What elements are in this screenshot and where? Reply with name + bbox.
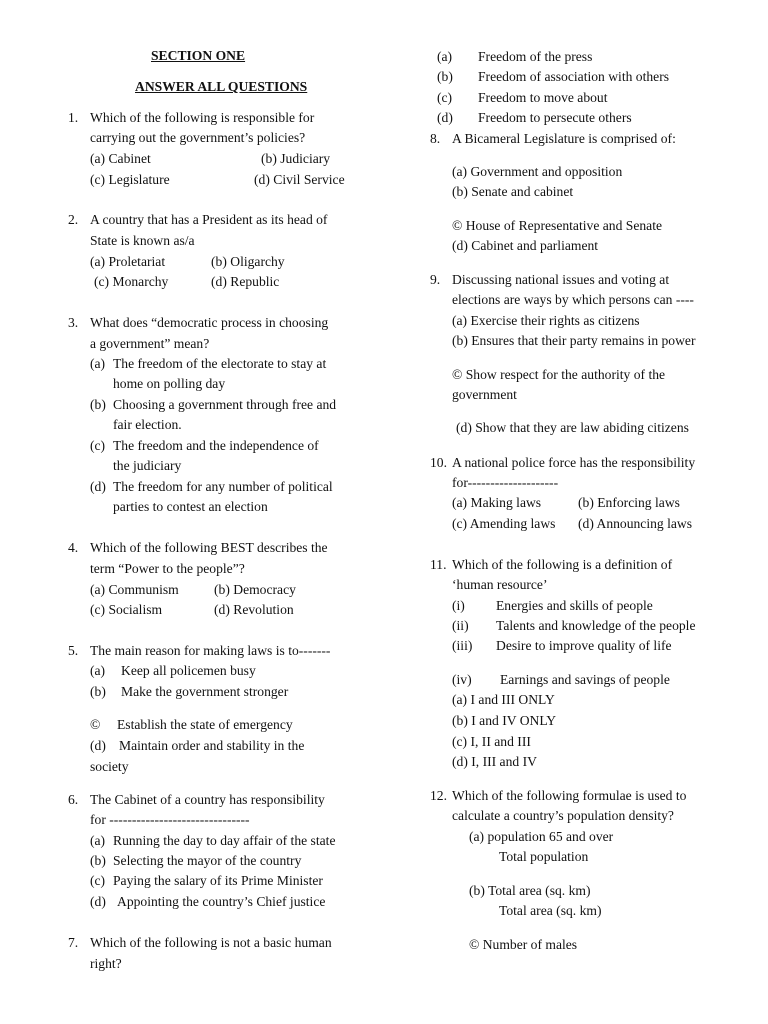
option-c: Establish the state of emergency	[117, 717, 293, 732]
question-number: 9.	[430, 272, 441, 287]
option-label: (b)	[437, 69, 453, 84]
option-label: (c)	[437, 90, 453, 105]
question-number: 8.	[430, 131, 441, 146]
option-a: (a) Communism	[90, 582, 179, 597]
option-c: The freedom and the independence of	[113, 438, 319, 453]
option-c: (c) Monarchy	[94, 274, 169, 289]
option-a-numerator: (a) population 65 and over	[469, 829, 614, 844]
option-d: Maintain order and stability in the	[119, 738, 305, 753]
option-c-cont: the judiciary	[113, 458, 182, 473]
option-b: (b) I and IV ONLY	[452, 713, 557, 728]
option-b: (b) Senate and cabinet	[452, 184, 574, 199]
option-d-cont: society	[90, 759, 129, 774]
option-c-cont: government	[452, 387, 517, 402]
option-d: The freedom for any number of political	[113, 479, 333, 494]
option-c: © House of Representative and Senate	[452, 218, 663, 233]
option-c: (c) Legislature	[90, 172, 170, 187]
option-a: The freedom of the electorate to stay at	[113, 356, 327, 371]
option-a: Running the day to day affair of the state	[113, 833, 336, 848]
option-b: (b) Enforcing laws	[578, 495, 680, 510]
item-label: (iii)	[452, 638, 473, 653]
item-ii: Talents and knowledge of the people	[496, 618, 696, 633]
option-label: (b)	[90, 853, 106, 868]
option-a-denominator: Total population	[499, 849, 589, 864]
option-b: (b) Judiciary	[261, 151, 331, 166]
question-stem: The Cabinet of a country has responsibility	[90, 792, 325, 807]
option-a: (a) Exercise their rights as citizens	[452, 313, 640, 328]
option-label: (c)	[90, 873, 106, 888]
question-stem: Which of the following formulae is used to	[452, 788, 687, 803]
item-label: (ii)	[452, 618, 469, 633]
option-label: (a)	[90, 833, 106, 848]
option-d: (d) I, III and IV	[452, 754, 537, 769]
question-number: 1.	[68, 110, 79, 125]
option-a: (a) Government and opposition	[452, 164, 623, 179]
question-stem: carrying out the government’s policies?	[90, 130, 306, 145]
option-a: (a) Proletariat	[90, 254, 166, 269]
option-b-numerator: (b) Total area (sq. km)	[469, 883, 591, 898]
item-label: (iv)	[452, 672, 472, 687]
question-stem: Which of the following is responsible for	[90, 110, 315, 125]
item-iii: Desire to improve quality of life	[496, 638, 672, 653]
question-stem: for -------------------------------	[90, 812, 250, 827]
option-b: (b) Oligarchy	[211, 254, 285, 269]
question-number: 4.	[68, 540, 79, 555]
option-label: (d)	[90, 894, 106, 909]
option-a-cont: home on polling day	[113, 376, 226, 391]
question-stem: State is known as/a	[90, 233, 195, 248]
option-label: (a)	[90, 663, 106, 678]
item-iv: Earnings and savings of people	[500, 672, 670, 687]
option-label: (b)	[90, 684, 106, 699]
option-b: Selecting the mayor of the country	[113, 853, 302, 868]
question-number: 5.	[68, 643, 79, 658]
option-a: (a) I and III ONLY	[452, 692, 555, 707]
question-stem: ‘human resource’	[452, 577, 548, 592]
question-stem: for--------------------	[452, 475, 559, 490]
option-c: (c) I, II and III	[452, 734, 531, 749]
question-stem: term “Power to the people”?	[90, 561, 245, 576]
option-label: (b)	[90, 397, 106, 412]
option-label: (d)	[90, 479, 106, 494]
item-i: Energies and skills of people	[496, 598, 653, 613]
option-d: (d) Show that they are law abiding citizens	[456, 420, 689, 435]
question-stem: Discussing national issues and voting at	[452, 272, 670, 287]
option-a: Freedom of the press	[478, 49, 593, 64]
question-number: 6.	[68, 792, 79, 807]
option-b: Freedom of association with others	[478, 69, 670, 84]
option-label: ©	[90, 717, 101, 732]
question-stem: Which of the following BEST describes the	[90, 540, 328, 555]
question-number: 11.	[430, 557, 447, 572]
option-label: (a)	[437, 49, 453, 64]
question-stem: Which of the following is a definition of	[452, 557, 673, 572]
option-b-cont: fair election.	[113, 417, 182, 432]
option-a: (a) Cabinet	[90, 151, 151, 166]
question-stem: A national police force has the responsibility	[452, 455, 696, 470]
option-label: (c)	[90, 438, 106, 453]
question-stem: A country that has a President as its head of	[90, 212, 328, 227]
option-d: (d) Cabinet and parliament	[452, 238, 599, 253]
question-stem: calculate a country’s population density?	[452, 808, 674, 823]
option-b: Choosing a government through free and	[113, 397, 337, 412]
question-stem: a government” mean?	[90, 336, 210, 351]
option-c: Paying the salary of its Prime Minister	[113, 873, 323, 888]
item-label: (i)	[452, 598, 465, 613]
option-d: (d) Revolution	[214, 602, 294, 617]
question-number: 10.	[430, 455, 447, 470]
option-d: Freedom to persecute others	[478, 110, 632, 125]
option-label: (a)	[90, 356, 106, 371]
option-d: (d) Announcing laws	[578, 516, 693, 531]
option-c: © Show respect for the authority of the	[452, 367, 666, 382]
question-number: 3.	[68, 315, 79, 330]
option-d: (d) Civil Service	[254, 172, 345, 187]
option-d: (d) Republic	[211, 274, 280, 289]
option-c: Freedom to move about	[478, 90, 608, 105]
option-b: (b) Democracy	[214, 582, 296, 597]
section-title: SECTION ONE	[151, 48, 246, 63]
question-number: 2.	[68, 212, 79, 227]
question-stem: A Bicameral Legislature is comprised of:	[452, 131, 676, 146]
question-stem: elections are ways by which persons can ----	[452, 292, 694, 307]
option-b: Make the government stronger	[121, 684, 289, 699]
option-b: (b) Ensures that their party remains in power	[452, 333, 696, 348]
question-number: 7.	[68, 935, 79, 950]
option-label: (d)	[90, 738, 106, 753]
question-stem: right?	[90, 956, 122, 971]
option-label: (d)	[437, 110, 453, 125]
question-number: 12.	[430, 788, 447, 803]
question-stem: Which of the following is not a basic human	[90, 935, 332, 950]
option-a: Keep all policemen busy	[121, 663, 256, 678]
instruction-title: ANSWER ALL QUESTIONS	[135, 79, 308, 94]
option-d: Appointing the country’s Chief justice	[117, 894, 326, 909]
question-stem: The main reason for making laws is to-------	[90, 643, 331, 658]
option-c: (c) Amending laws	[452, 516, 556, 531]
option-c: (c) Socialism	[90, 602, 163, 617]
option-b-denominator: Total area (sq. km)	[499, 903, 602, 918]
option-c-numerator: © Number of males	[469, 937, 578, 952]
question-stem: What does “democratic process in choosing	[90, 315, 329, 330]
option-a: (a) Making laws	[452, 495, 542, 510]
option-d-cont: parties to contest an election	[113, 499, 268, 514]
